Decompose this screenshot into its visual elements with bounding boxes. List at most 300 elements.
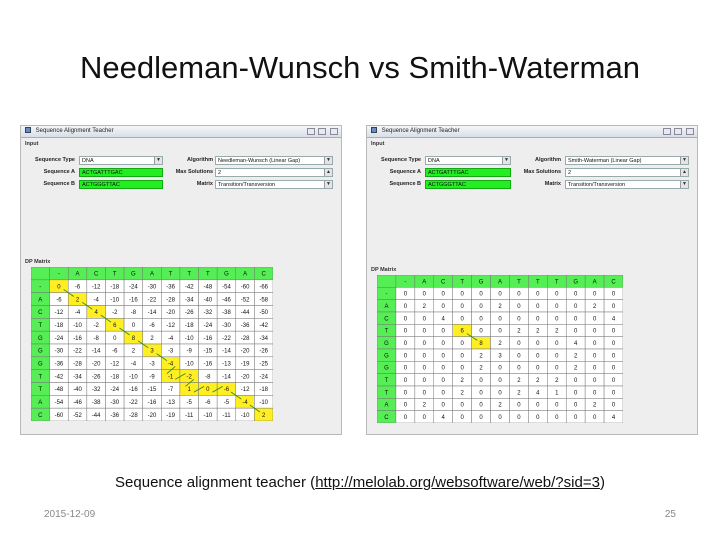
matrix-cell-value: -24 bbox=[203, 323, 213, 330]
matrix-row-header-label: T bbox=[384, 390, 389, 397]
matrix-cell-value: 0 bbox=[403, 316, 408, 323]
matrix-cell-value: 4 bbox=[441, 316, 445, 323]
matrix-cell-value: 0 bbox=[536, 304, 540, 311]
window-titlebar[interactable] bbox=[21, 126, 341, 138]
matrix-cell-value: 6 bbox=[460, 328, 464, 335]
matrix-col-header-label: G bbox=[478, 279, 484, 286]
matrix-value: Transition/Transversion bbox=[218, 182, 276, 188]
matrix-cell-value: 2 bbox=[131, 348, 136, 355]
slide-caption bbox=[0, 474, 720, 491]
spinner-icon[interactable]: ▲ bbox=[680, 169, 688, 176]
matrix-col-header-label: - bbox=[404, 279, 407, 286]
matrix-col-header-label: T bbox=[112, 271, 117, 278]
matrix-cell-value: -5 bbox=[186, 400, 192, 407]
matrix-cell-value: 0 bbox=[611, 353, 616, 360]
matrix-cell-value: -8 bbox=[205, 374, 211, 381]
matrix-cell-value: 0 bbox=[555, 316, 559, 323]
matrix-col-header-label: A bbox=[592, 279, 597, 286]
matrix-cell-value: 0 bbox=[422, 328, 426, 335]
matrix-cell-value: 0 bbox=[592, 353, 597, 360]
matrix-cell-value: 0 bbox=[592, 316, 597, 323]
matrix-cell-value: 0 bbox=[555, 365, 559, 372]
sequence-type-label: Sequence Type bbox=[35, 157, 75, 163]
matrix-cell-value: -44 bbox=[240, 310, 250, 317]
matrix-value: Transition/Transversion bbox=[568, 182, 626, 188]
matrix-cell-value: -30 bbox=[110, 400, 120, 407]
matrix-cell-value: -16 bbox=[129, 297, 138, 304]
sw-app-window bbox=[366, 125, 698, 435]
matrix-cell-value: -28 bbox=[129, 412, 138, 419]
sequence-type-select[interactable] bbox=[425, 156, 511, 165]
max-solutions-label: Max Solutions bbox=[175, 169, 213, 175]
matrix-cell-value: 0 bbox=[460, 415, 464, 422]
matrix-cell-value: -24 bbox=[259, 374, 269, 381]
max-solutions-stepper[interactable] bbox=[565, 168, 689, 177]
matrix-cell-value: -8 bbox=[93, 335, 99, 342]
matrix-cell-value: 0 bbox=[57, 284, 61, 291]
matrix-cell-value: 0 bbox=[574, 415, 578, 422]
matrix-cell-value: 2 bbox=[422, 304, 426, 311]
matrix-cell-value: -48 bbox=[54, 387, 64, 394]
matrix-cell-value: 0 bbox=[460, 353, 464, 360]
matrix-cell-value: -15 bbox=[203, 348, 213, 355]
matrix-cell-value: -9 bbox=[149, 374, 155, 381]
matrix-cell-value: 0 bbox=[611, 402, 616, 409]
dp-matrix-grid bbox=[377, 275, 623, 423]
matrix-col-header-label: G bbox=[224, 271, 229, 278]
matrix-cell-value: -18 bbox=[110, 284, 120, 291]
matrix-cell-value: -4 bbox=[167, 335, 174, 342]
matrix-cell-value: -26 bbox=[184, 310, 194, 317]
matrix-cell-value: 0 bbox=[536, 402, 540, 409]
matrix-cell-value: 0 bbox=[422, 353, 426, 360]
matrix-cell-value: -6 bbox=[149, 323, 155, 330]
matrix-cell-value: -34 bbox=[259, 335, 269, 342]
algorithm-label: Algorithm bbox=[187, 157, 213, 163]
matrix-col-header-label: C bbox=[611, 279, 616, 286]
dp-matrix-label: DP Matrix bbox=[25, 259, 51, 265]
matrix-cell-value: -54 bbox=[54, 400, 64, 407]
matrix-cell-value: 0 bbox=[574, 304, 578, 311]
matrix-col-header-label: T bbox=[187, 271, 192, 278]
app-icon bbox=[25, 127, 31, 133]
algorithm-select[interactable] bbox=[565, 156, 689, 165]
matrix-cell-value: -14 bbox=[91, 348, 101, 355]
matrix-cell-value: 0 bbox=[422, 415, 426, 422]
matrix-cell-value: 2 bbox=[517, 328, 521, 335]
matrix-cell-value: 0 bbox=[403, 304, 408, 311]
sequence-b-input[interactable]: ACTGGGTTAC bbox=[79, 180, 163, 189]
matrix-cell-value: 0 bbox=[441, 390, 445, 397]
matrix-cell-value: -22 bbox=[129, 400, 138, 407]
caption-prefix: Sequence alignment teacher ( bbox=[115, 474, 316, 491]
matrix-col-header-label: A bbox=[75, 271, 80, 278]
matrix-cell-value: 0 bbox=[422, 390, 426, 397]
matrix-cell-value: -36 bbox=[110, 412, 120, 419]
sequence-type-label: Sequence Type bbox=[381, 157, 421, 163]
matrix-cell-value: 2 bbox=[555, 328, 559, 335]
matrix-cell-value: -12 bbox=[91, 284, 101, 291]
matrix-col-header bbox=[377, 275, 396, 287]
matrix-cell-value: -14 bbox=[222, 348, 231, 355]
matrix-row-header-label: C bbox=[38, 412, 43, 419]
matrix-cell-value: 0 bbox=[422, 341, 426, 348]
matrix-cell-value: -14 bbox=[147, 310, 157, 317]
matrix-cell-value: 0 bbox=[441, 291, 445, 298]
matrix-cell-value: -16 bbox=[147, 400, 157, 407]
matrix-cell-value: -4 bbox=[130, 361, 137, 368]
matrix-cell-value: 1 bbox=[187, 387, 191, 394]
dp-matrix-grid bbox=[31, 267, 273, 421]
matrix-cell-value: 0 bbox=[206, 387, 210, 394]
matrix-cell-value: 0 bbox=[403, 341, 408, 348]
matrix-cell-value: 4 bbox=[94, 310, 98, 317]
matrix-cell-value: -50 bbox=[259, 310, 269, 317]
matrix-cell-value: -34 bbox=[73, 374, 82, 381]
matrix-cell-value: -10 bbox=[184, 361, 194, 368]
matrix-cell-value: 4 bbox=[441, 415, 445, 422]
matrix-cell-value: 0 bbox=[536, 365, 540, 372]
matrix-cell-value: -10 bbox=[203, 412, 213, 419]
matrix-cell-value: 0 bbox=[611, 365, 616, 372]
matrix-label: Matrix bbox=[544, 181, 561, 187]
matrix-cell-value: -28 bbox=[166, 297, 175, 304]
matrix-cell-value: 0 bbox=[517, 304, 521, 311]
matrix-row-header-label: T bbox=[384, 328, 389, 335]
matrix-cell-value: -12 bbox=[110, 361, 120, 368]
matrix-cell-value: 2 bbox=[479, 353, 483, 360]
matrix-row-header-label: G bbox=[384, 365, 389, 372]
matrix-cell-value: 3 bbox=[150, 348, 154, 355]
sequence-a-input[interactable]: ACTGATTTGAC bbox=[425, 168, 511, 177]
matrix-select[interactable] bbox=[565, 180, 689, 189]
matrix-cell-value: 0 bbox=[403, 402, 408, 409]
matrix-cell-value: -36 bbox=[240, 323, 250, 330]
matrix-cell-value: -52 bbox=[73, 412, 82, 419]
matrix-cell-value: -16 bbox=[73, 335, 82, 342]
sequence-type-value: DNA bbox=[428, 158, 440, 164]
matrix-cell-value: -4 bbox=[74, 310, 81, 317]
matrix-cell-value: -46 bbox=[222, 297, 231, 304]
matrix-col-header-label: T bbox=[536, 279, 540, 286]
matrix-cell-value: 2 bbox=[460, 378, 464, 385]
matrix-cell-value: 0 bbox=[441, 402, 445, 409]
matrix-cell-value: 0 bbox=[574, 378, 578, 385]
chevron-down-icon[interactable]: ▼ bbox=[324, 181, 332, 188]
matrix-col-header-label: A bbox=[243, 271, 248, 278]
matrix-cell-value: 0 bbox=[479, 415, 483, 422]
sequence-a-label: Sequence A bbox=[389, 169, 421, 175]
matrix-cell-value: -22 bbox=[222, 335, 231, 342]
matrix-cell-value: 0 bbox=[517, 316, 521, 323]
matrix-cell-value: -10 bbox=[240, 412, 250, 419]
matrix-cell-value: 4 bbox=[611, 415, 616, 422]
algorithm-value: Needleman-Wunsch (Linear Gap) bbox=[218, 158, 301, 164]
minimize-icon[interactable] bbox=[307, 128, 315, 135]
matrix-cell-value: 0 bbox=[517, 341, 521, 348]
matrix-cell-value: 2 bbox=[517, 378, 521, 385]
matrix-cell-value: -54 bbox=[222, 284, 231, 291]
matrix-cell-value: 0 bbox=[403, 390, 408, 397]
matrix-cell-value: 0 bbox=[460, 304, 464, 311]
matrix-col-header-label: A bbox=[149, 271, 155, 278]
matrix-cell-value: 0 bbox=[498, 415, 502, 422]
matrix-cell-value: -12 bbox=[54, 310, 64, 317]
matrix-cell-value: 0 bbox=[441, 328, 445, 335]
matrix-row-header-label: T bbox=[38, 323, 43, 330]
chevron-down-icon[interactable]: ▼ bbox=[502, 157, 510, 164]
matrix-cell-value: -34 bbox=[184, 297, 194, 304]
matrix-row-header-label: G bbox=[37, 348, 43, 355]
input-section-label: Input bbox=[25, 141, 39, 147]
sequence-a-label: Sequence A bbox=[43, 169, 75, 175]
close-icon[interactable] bbox=[686, 128, 694, 135]
matrix-cell-value: 0 bbox=[555, 291, 559, 298]
matrix-cell-value: 0 bbox=[498, 378, 502, 385]
window-title: Sequence Alignment Teacher bbox=[381, 128, 460, 134]
matrix-col-header-label: C bbox=[441, 279, 446, 286]
matrix-cell-value: 2 bbox=[555, 378, 559, 385]
matrix-cell-value: 8 bbox=[131, 335, 136, 342]
matrix-cell-value: -3 bbox=[167, 348, 174, 355]
matrix-cell-value: -26 bbox=[259, 348, 269, 355]
matrix-cell-value: 0 bbox=[479, 402, 483, 409]
matrix-col-header-label: T bbox=[517, 279, 521, 286]
matrix-cell-value: -28 bbox=[240, 335, 250, 342]
matrix-cell-value: 0 bbox=[555, 402, 559, 409]
matrix-cell-value: -12 bbox=[166, 323, 175, 330]
matrix-cell-value: 0 bbox=[592, 365, 597, 372]
matrix-cell-value: 0 bbox=[403, 378, 408, 385]
matrix-col-header-label: - bbox=[57, 271, 60, 278]
matrix-cell-value: 3 bbox=[498, 353, 502, 360]
matrix-row-header-label: A bbox=[38, 400, 43, 407]
caption-link[interactable]: http://melolab.org/websoftware/web/?sid=3 bbox=[315, 474, 600, 491]
matrix-cell-value: -6 bbox=[205, 400, 211, 407]
matrix-cell-value: 0 bbox=[422, 365, 426, 372]
algorithm-value: Smith-Waterman (Linear Gap) bbox=[568, 158, 642, 164]
input-panel bbox=[21, 149, 341, 249]
matrix-cell-value: -8 bbox=[130, 310, 137, 317]
nw-app-window bbox=[20, 125, 342, 435]
matrix-cell-value: 0 bbox=[536, 341, 540, 348]
matrix-cell-value: -42 bbox=[54, 374, 64, 381]
matrix-col-header-label: G bbox=[131, 271, 136, 278]
matrix-col-header-label: A bbox=[497, 279, 503, 286]
window-titlebar[interactable] bbox=[367, 126, 697, 138]
matrix-row-header-label: G bbox=[384, 353, 389, 360]
matrix-cell-value: -18 bbox=[110, 374, 120, 381]
sequence-type-select[interactable] bbox=[79, 156, 163, 165]
matrix-cell-value: 2 bbox=[498, 402, 502, 409]
chevron-down-icon[interactable]: ▼ bbox=[680, 181, 688, 188]
matrix-cell-value: 0 bbox=[460, 365, 464, 372]
matrix-cell-value: -2 bbox=[112, 310, 118, 317]
matrix-cell-value: 0 bbox=[592, 378, 597, 385]
max-solutions-stepper[interactable] bbox=[215, 168, 333, 177]
matrix-cell-value: -20 bbox=[147, 412, 157, 419]
matrix-cell-value: -6 bbox=[223, 387, 230, 394]
matrix-cell-value: 2 bbox=[498, 304, 502, 311]
matrix-row-header-label: A bbox=[384, 402, 389, 409]
dp-matrix-label: DP Matrix bbox=[371, 267, 397, 273]
matrix-cell-value: -30 bbox=[222, 323, 231, 330]
matrix-col-header-label: T bbox=[554, 279, 559, 286]
matrix-cell-value: 0 bbox=[441, 365, 445, 372]
matrix-cell-value: -58 bbox=[259, 297, 269, 304]
matrix-cell-value: 2 bbox=[75, 297, 80, 304]
maximize-icon[interactable] bbox=[674, 128, 682, 135]
matrix-cell-value: -48 bbox=[203, 284, 213, 291]
matrix-cell-value: 0 bbox=[517, 415, 521, 422]
matrix-cell-value: -4 bbox=[242, 400, 248, 407]
matrix-cell-value: 0 bbox=[498, 365, 502, 372]
matrix-cell-value: 0 bbox=[517, 291, 521, 298]
algorithm-select[interactable] bbox=[215, 156, 333, 165]
matrix-row-header-label: - bbox=[39, 284, 42, 291]
matrix-cell-value: -24 bbox=[54, 335, 64, 342]
matrix-cell-value: 0 bbox=[460, 341, 464, 348]
matrix-cell-value: 0 bbox=[536, 353, 540, 360]
matrix-cell-value: -46 bbox=[73, 400, 82, 407]
matrix-cell-value: -44 bbox=[91, 412, 101, 419]
matrix-cell-value: -20 bbox=[240, 374, 250, 381]
matrix-cell-value: -6 bbox=[74, 284, 81, 291]
matrix-cell-value: -10 bbox=[129, 374, 138, 381]
matrix-cell-value: -30 bbox=[147, 284, 157, 291]
matrix-cell-value: 0 bbox=[611, 304, 616, 311]
matrix-cell-value: -20 bbox=[91, 361, 101, 368]
matrix-cell-value: 0 bbox=[611, 291, 616, 298]
matrix-row-header-label: A bbox=[38, 297, 43, 304]
matrix-cell-value: -11 bbox=[222, 412, 231, 419]
matrix-cell-value: -36 bbox=[166, 284, 175, 291]
matrix-select[interactable] bbox=[215, 180, 333, 189]
matrix-cell-value: -32 bbox=[203, 310, 213, 317]
matrix-cell-value: 0 bbox=[403, 365, 408, 372]
matrix-cell-value: -10 bbox=[110, 297, 120, 304]
max-solutions-value: 2 bbox=[568, 170, 572, 176]
matrix-cell-value: 0 bbox=[479, 304, 483, 311]
maximize-icon[interactable] bbox=[318, 128, 326, 135]
sequence-b-input[interactable]: ACTGGGTTAC bbox=[425, 180, 511, 189]
matrix-cell-value: -16 bbox=[129, 387, 138, 394]
matrix-cell-value: 0 bbox=[611, 341, 616, 348]
matrix-row-header-label: C bbox=[384, 415, 389, 422]
matrix-cell-value: 0 bbox=[498, 390, 502, 397]
matrix-cell-value: 0 bbox=[441, 353, 445, 360]
matrix-cell-value: 0 bbox=[611, 328, 616, 335]
matrix-cell-value: -16 bbox=[203, 335, 213, 342]
matrix-cell-value: 0 bbox=[403, 415, 408, 422]
matrix-cell-value: 0 bbox=[479, 390, 483, 397]
sequence-a-input[interactable]: ACTGATTTGAC bbox=[79, 168, 163, 177]
matrix-cell-value: -42 bbox=[184, 284, 194, 291]
close-icon[interactable] bbox=[330, 128, 338, 135]
matrix-cell-value: 0 bbox=[555, 415, 559, 422]
matrix-cell-value: 0 bbox=[422, 316, 426, 323]
chevron-down-icon[interactable]: ▼ bbox=[680, 157, 688, 164]
matrix-row-header-label: C bbox=[384, 316, 389, 323]
matrix-cell-value: -26 bbox=[91, 374, 101, 381]
matrix-cell-value: -10 bbox=[184, 335, 194, 342]
matrix-cell-value: -12 bbox=[240, 387, 250, 394]
matrix-col-header-label: C bbox=[261, 271, 266, 278]
matrix-cell-value: 2 bbox=[536, 378, 540, 385]
matrix-col-header-label: T bbox=[206, 271, 210, 278]
matrix-cell-value: 0 bbox=[555, 353, 559, 360]
matrix-cell-value: 0 bbox=[555, 341, 559, 348]
matrix-cell-value: 0 bbox=[574, 291, 578, 298]
matrix-cell-value: 0 bbox=[536, 415, 540, 422]
max-solutions-value: 2 bbox=[218, 170, 222, 176]
matrix-cell-value: 0 bbox=[611, 390, 616, 397]
matrix-col-header-label: T bbox=[460, 279, 464, 286]
matrix-cell-value: -2 bbox=[93, 323, 99, 330]
matrix-cell-value: 4 bbox=[574, 341, 578, 348]
matrix-cell-value: 0 bbox=[422, 291, 426, 298]
matrix-cell-value: -19 bbox=[166, 412, 175, 419]
sequence-b-label: Sequence B bbox=[43, 181, 75, 187]
matrix-cell-value: -4 bbox=[93, 297, 99, 304]
input-section-label: Input bbox=[371, 141, 385, 147]
matrix-cell-value: -24 bbox=[110, 387, 120, 394]
matrix-row-header-label: G bbox=[384, 341, 389, 348]
matrix-cell-value: -52 bbox=[240, 297, 250, 304]
matrix-row-header-label: C bbox=[38, 310, 43, 317]
matrix-cell-value: -6 bbox=[56, 297, 62, 304]
chevron-down-icon[interactable]: ▼ bbox=[154, 157, 162, 164]
matrix-row-header-label: T bbox=[38, 387, 43, 394]
matrix-cell-value: 0 bbox=[403, 328, 408, 335]
app-icon bbox=[371, 127, 377, 133]
matrix-cell-value: -5 bbox=[223, 400, 230, 407]
matrix-cell-value: -38 bbox=[222, 310, 231, 317]
spinner-icon[interactable]: ▲ bbox=[324, 169, 332, 176]
matrix-cell-value: 0 bbox=[574, 316, 578, 323]
max-solutions-label: Max Solutions bbox=[523, 169, 561, 175]
matrix-cell-value: -60 bbox=[240, 284, 250, 291]
matrix-cell-value: 0 bbox=[536, 316, 540, 323]
matrix-cell-value: -9 bbox=[186, 348, 192, 355]
matrix-cell-value: -18 bbox=[259, 387, 269, 394]
matrix-cell-value: 0 bbox=[574, 402, 578, 409]
matrix-cell-value: -10 bbox=[259, 400, 269, 407]
matrix-cell-value: -32 bbox=[91, 387, 101, 394]
matrix-row-header-label: T bbox=[38, 374, 43, 381]
matrix-cell-value: -42 bbox=[259, 323, 269, 330]
matrix-cell-value: -11 bbox=[185, 412, 194, 419]
matrix-cell-value: -28 bbox=[73, 361, 82, 368]
matrix-cell-value: 0 bbox=[422, 378, 426, 385]
matrix-col-header-label: G bbox=[573, 279, 579, 286]
matrix-cell-value: 0 bbox=[555, 304, 559, 311]
matrix-cell-value: -22 bbox=[147, 297, 157, 304]
matrix-cell-value: 0 bbox=[441, 304, 445, 311]
matrix-cell-value: -18 bbox=[54, 323, 64, 330]
matrix-cell-value: -66 bbox=[259, 284, 269, 291]
matrix-cell-value: 2 bbox=[498, 341, 502, 348]
matrix-row-header-label: T bbox=[384, 378, 389, 385]
matrix-cell-value: -4 bbox=[167, 361, 174, 368]
matrix-row-header-label: A bbox=[384, 304, 389, 311]
minimize-icon[interactable] bbox=[663, 128, 671, 135]
matrix-cell-value: 2 bbox=[479, 365, 483, 372]
matrix-cell-value: -40 bbox=[203, 297, 213, 304]
slide-title: Needleman-Wunsch vs Smith-Waterman bbox=[80, 50, 640, 85]
chevron-down-icon[interactable]: ▼ bbox=[324, 157, 332, 164]
matrix-cell-value: 2 bbox=[592, 402, 597, 409]
